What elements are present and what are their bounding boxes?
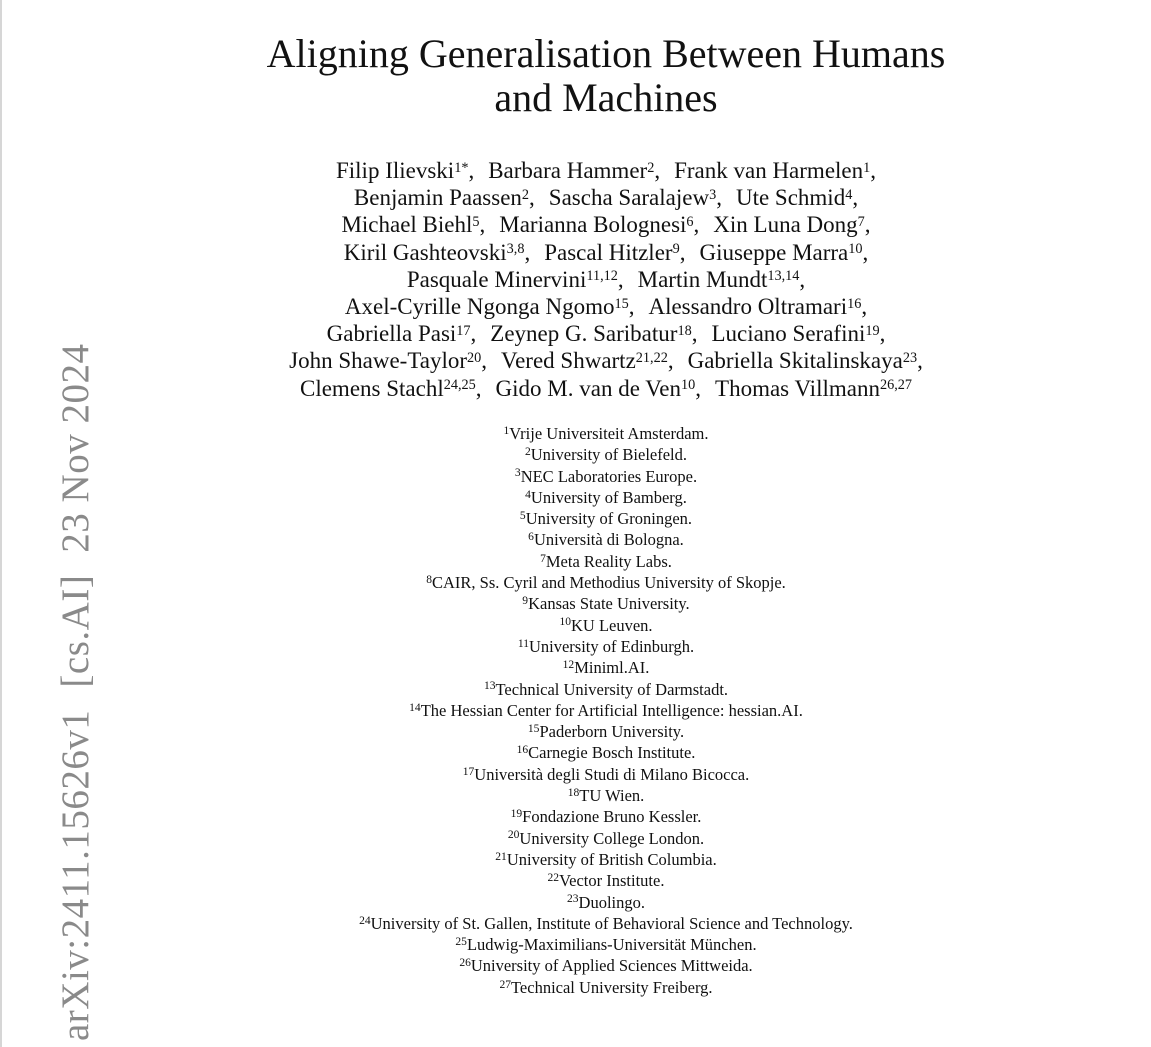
affiliation-number: 27: [499, 978, 511, 991]
affiliation-item: [160, 742, 1052, 763]
affiliation-item: [160, 679, 1052, 700]
affiliation-text: The Hessian Center for Artificial Intelligence: hessian.AI.: [420, 700, 803, 720]
author-affiliation-marker: 6: [686, 214, 694, 230]
affiliation-text: University of British Columbia.: [506, 849, 717, 869]
author-name: Xin Luna Dong: [713, 212, 858, 238]
affiliation-item: [160, 764, 1052, 785]
page-left-edge: [0, 0, 2, 1047]
affiliation-text: Meta Reality Labs.: [545, 551, 672, 571]
affiliation-number: 10: [559, 616, 571, 629]
paper-title-line-1: Aligning Generalisation Between Humans: [266, 31, 946, 76]
author: Pasquale Minervini$^{11,12}$,: [406, 266, 624, 292]
affiliation-text: CAIR, Ss. Cyril and Methodius University of Skopje.: [431, 573, 786, 593]
affiliation-item: [160, 636, 1052, 657]
author-name: Giuseppe Marra: [699, 239, 849, 265]
affiliation-text: University College London.: [519, 828, 705, 848]
author-affiliation-marker: 9: [672, 241, 680, 258]
author: Frank van Harmelen$^1$,: [674, 158, 876, 183]
affiliation-item: [160, 849, 1052, 870]
author: Barbara Hammer$^2$,: [488, 158, 661, 183]
affiliation-number: 12: [562, 659, 575, 672]
author-name: Ute Schmid: [735, 185, 846, 211]
affiliation-number: 18: [567, 786, 580, 799]
author-line: [160, 347, 1052, 374]
author: [715, 376, 912, 401]
affiliation-number: 2: [524, 446, 531, 459]
author-name: Sascha Saralajew: [548, 185, 710, 211]
affiliation-text: Technical University of Darmstadt.: [495, 679, 729, 699]
author: Kiril Gashteovski$^{3,8}$,: [343, 239, 531, 265]
author-affiliation-marker: 4: [845, 186, 853, 203]
affiliation-number: 16: [516, 744, 529, 757]
author-name: Clemens Stachl: [299, 375, 444, 401]
arxiv-identifier-stamp: [56, 344, 95, 1041]
author: Filip Ilievski$^{1*}$,: [335, 158, 475, 183]
affiliation-number: 6: [528, 531, 534, 544]
author-name: Marianna Bolognesi: [499, 212, 687, 238]
author-name: Benjamin Paassen: [353, 185, 522, 211]
author-line: [160, 211, 1052, 238]
paper-title-line-2: and Machines: [494, 75, 718, 120]
affiliation-number: 17: [462, 765, 475, 778]
author-affiliation-marker: 1: [863, 159, 871, 176]
author: Giuseppe Marra$^{10}$,: [699, 239, 869, 265]
author: Gido M. van de Ven$^{10}$,: [495, 375, 702, 401]
author-affiliation-marker: 10: [681, 377, 696, 394]
author-name: Pasquale Minervini: [406, 266, 587, 292]
affiliation-text: University of Groningen.: [525, 509, 693, 529]
paper-title: [160, 32, 1052, 120]
author-affiliation-marker: 11,12: [586, 268, 618, 285]
author-affiliation-marker: 2: [521, 186, 530, 203]
affiliation-number: 14: [409, 701, 421, 714]
author-affiliation-marker: 13,14: [767, 268, 800, 285]
affiliation-item: [160, 593, 1052, 614]
affiliation-number: 26: [459, 957, 471, 970]
author-line: [160, 375, 1052, 402]
author: Luciano Serafini$^{19}$,: [711, 321, 886, 347]
affiliation-number: 8: [426, 573, 432, 586]
author-line: [160, 184, 1052, 211]
affiliation-item: [160, 892, 1052, 913]
affiliation-item: [160, 700, 1052, 721]
author-name: Thomas Villmann: [715, 375, 880, 401]
author-affiliation-marker: 10: [848, 241, 863, 258]
author: Michael Biehl$^5$,: [341, 212, 486, 238]
author-name: Martin Mundt: [637, 266, 768, 292]
affiliation-number: 25: [455, 935, 467, 948]
affiliation-text: Vector Institute.: [559, 871, 665, 891]
author-affiliation-marker: 16: [847, 295, 862, 312]
affiliation-text: Duolingo.: [578, 892, 645, 912]
author-name: Pascal Hitzler: [544, 239, 673, 265]
affiliation-text: KU Leuven.: [570, 615, 653, 635]
author-name: Axel-Cyrille Ngonga Ngomo: [344, 294, 615, 320]
author-affiliation-marker: 3,8: [506, 241, 525, 258]
affiliation-text: Università degli Studi di Milano Bicocca.: [474, 764, 750, 784]
affiliation-item: [160, 955, 1052, 976]
author-affiliation-marker: 5: [472, 214, 480, 230]
affiliation-number: 23: [566, 893, 579, 906]
affiliation-text: University of Bamberg.: [530, 487, 687, 507]
author: Pascal Hitzler$^9$,: [544, 239, 686, 265]
affiliation-item: [160, 721, 1052, 742]
affiliation-item: [160, 913, 1052, 934]
affiliation-item: [160, 785, 1052, 806]
affiliation-text: Vrije Universiteit Amsterdam.: [509, 424, 709, 443]
author-name: Filip Ilievski: [335, 158, 455, 183]
affiliation-item: [160, 657, 1052, 678]
affiliation-item: [160, 806, 1052, 827]
author-line: [160, 266, 1052, 293]
affiliation-number: 13: [483, 680, 496, 693]
author-list: [160, 157, 1052, 402]
author-affiliation-marker: 26,27: [879, 377, 913, 394]
author-name: John Shawe-Taylor: [289, 348, 468, 374]
author-name: Michael Biehl: [341, 212, 473, 238]
author-affiliation-marker: 21,22: [635, 350, 668, 367]
author-name: Gido M. van de Ven: [495, 375, 682, 401]
author-name: Frank van Harmelen: [674, 158, 864, 183]
author: Xin Luna Dong$^7$,: [713, 212, 871, 238]
affiliation-item: [160, 466, 1052, 487]
author: Vered Shwartz$^{21,22}$,: [501, 348, 674, 374]
author-affiliation-marker: 3: [709, 186, 717, 203]
affiliation-text: TU Wien.: [579, 786, 645, 806]
author-name: Barbara Hammer: [488, 158, 648, 183]
affiliation-number: 21: [495, 850, 507, 863]
affiliation-number: 5: [519, 510, 526, 522]
author: Gabriella Pasi$^{17}$,: [326, 321, 477, 347]
author-affiliation-marker: 15: [614, 295, 629, 312]
author: Martin Mundt$^{13,14}$,: [637, 266, 806, 292]
author-name: Kiril Gashteovski: [343, 239, 507, 265]
affiliation-text: Ludwig-Maximilians-Universität München.: [466, 935, 757, 955]
author-line: [160, 239, 1052, 266]
affiliation-text: University of Applied Sciences Mittweida.: [470, 956, 753, 976]
affiliation-item: [160, 870, 1052, 891]
affiliation-item: [160, 529, 1052, 550]
affiliation-number: 20: [507, 829, 520, 842]
affiliation-number: 9: [522, 595, 529, 608]
arxiv-id: arXiv:2411.15626v1: [54, 709, 97, 1041]
affiliation-number: 3: [514, 467, 521, 480]
author-affiliation-marker: 17: [456, 322, 471, 339]
affiliation-item: [160, 487, 1052, 508]
author-affiliation-marker: 1*: [454, 159, 469, 176]
affiliation-text: NEC Laboratories Europe.: [520, 466, 698, 486]
author-name: Luciano Serafini: [711, 321, 866, 347]
affiliation-text: Carnegie Bosch Institute.: [528, 743, 696, 763]
author-affiliation-marker: 23: [902, 350, 918, 367]
affiliation-text: Paderborn University.: [539, 722, 685, 742]
affiliation-text: University of St. Gallen, Institute of Behavioral Science and Technology.: [370, 913, 853, 933]
author-affiliation-marker: 2: [647, 159, 655, 176]
author-name: Vered Shwartz: [501, 348, 636, 374]
affiliation-item: [160, 934, 1052, 955]
author: Alessandro Oltramari$^{16}$,: [648, 294, 868, 320]
author-name: Gabriella Skitalinskaya: [687, 348, 903, 374]
affiliation-item: [160, 572, 1052, 593]
author-line: [160, 293, 1052, 320]
affiliation-item: [160, 508, 1052, 529]
affiliation-text: Università di Bologna.: [533, 530, 684, 550]
affiliation-item: [160, 828, 1052, 849]
author: Clemens Stachl$^{24,25}$,: [299, 375, 482, 401]
affiliation-number: 22: [547, 872, 560, 885]
arxiv-date: 23 Nov 2024: [54, 343, 97, 553]
author-affiliation-marker: 7: [857, 214, 865, 230]
author: Zeynep G. Saribatur$^{18}$,: [490, 321, 698, 347]
author-affiliation-marker: 24,25: [443, 377, 476, 394]
affiliation-text: Kansas State University.: [528, 594, 690, 614]
affiliation-text: Fondazione Bruno Kessler.: [522, 807, 702, 827]
author-name: Gabriella Pasi: [326, 321, 457, 347]
author: John Shawe-Taylor$^{20}$,: [289, 348, 488, 374]
author: Gabriella Skitalinskaya$^{23}$,: [687, 348, 923, 374]
arxiv-category: [cs.AI]: [54, 574, 97, 688]
author-affiliation-marker: 20: [467, 350, 482, 367]
affiliation-list: [160, 423, 1052, 998]
affiliation-item: [160, 423, 1052, 444]
author: Sascha Saralajew$^3$,: [548, 185, 722, 211]
author-name: Zeynep G. Saribatur: [490, 321, 678, 347]
affiliation-text: University of Edinburgh.: [528, 636, 695, 656]
affiliation-item: [160, 444, 1052, 465]
affiliation-number: 24: [359, 914, 371, 927]
affiliation-number: 7: [540, 552, 546, 565]
author-affiliation-marker: 19: [865, 322, 880, 339]
affiliation-number: 1: [503, 424, 510, 437]
affiliation-number: 11: [517, 637, 529, 650]
affiliation-number: 15: [527, 722, 540, 735]
affiliation-text: University of Bielefeld.: [530, 445, 688, 465]
affiliation-text: Miniml.AI.: [574, 658, 650, 678]
author: Marianna Bolognesi$^6$,: [499, 212, 700, 238]
affiliation-number: 19: [510, 808, 523, 821]
affiliation-item: [160, 615, 1052, 636]
affiliation-text: Technical University Freiberg.: [511, 977, 713, 997]
author-name: Alessandro Oltramari: [648, 294, 848, 320]
author-line: [160, 320, 1052, 347]
author: Ute Schmid$^4$,: [735, 185, 859, 211]
author: Axel-Cyrille Ngonga Ngomo$^{15}$,: [344, 294, 635, 320]
affiliation-number: 4: [525, 488, 531, 501]
author: Benjamin Paassen$^2$,: [353, 185, 535, 211]
affiliation-item: [160, 977, 1052, 998]
author-line: [160, 157, 1052, 184]
author-affiliation-marker: 18: [677, 322, 692, 339]
affiliation-item: [160, 551, 1052, 572]
